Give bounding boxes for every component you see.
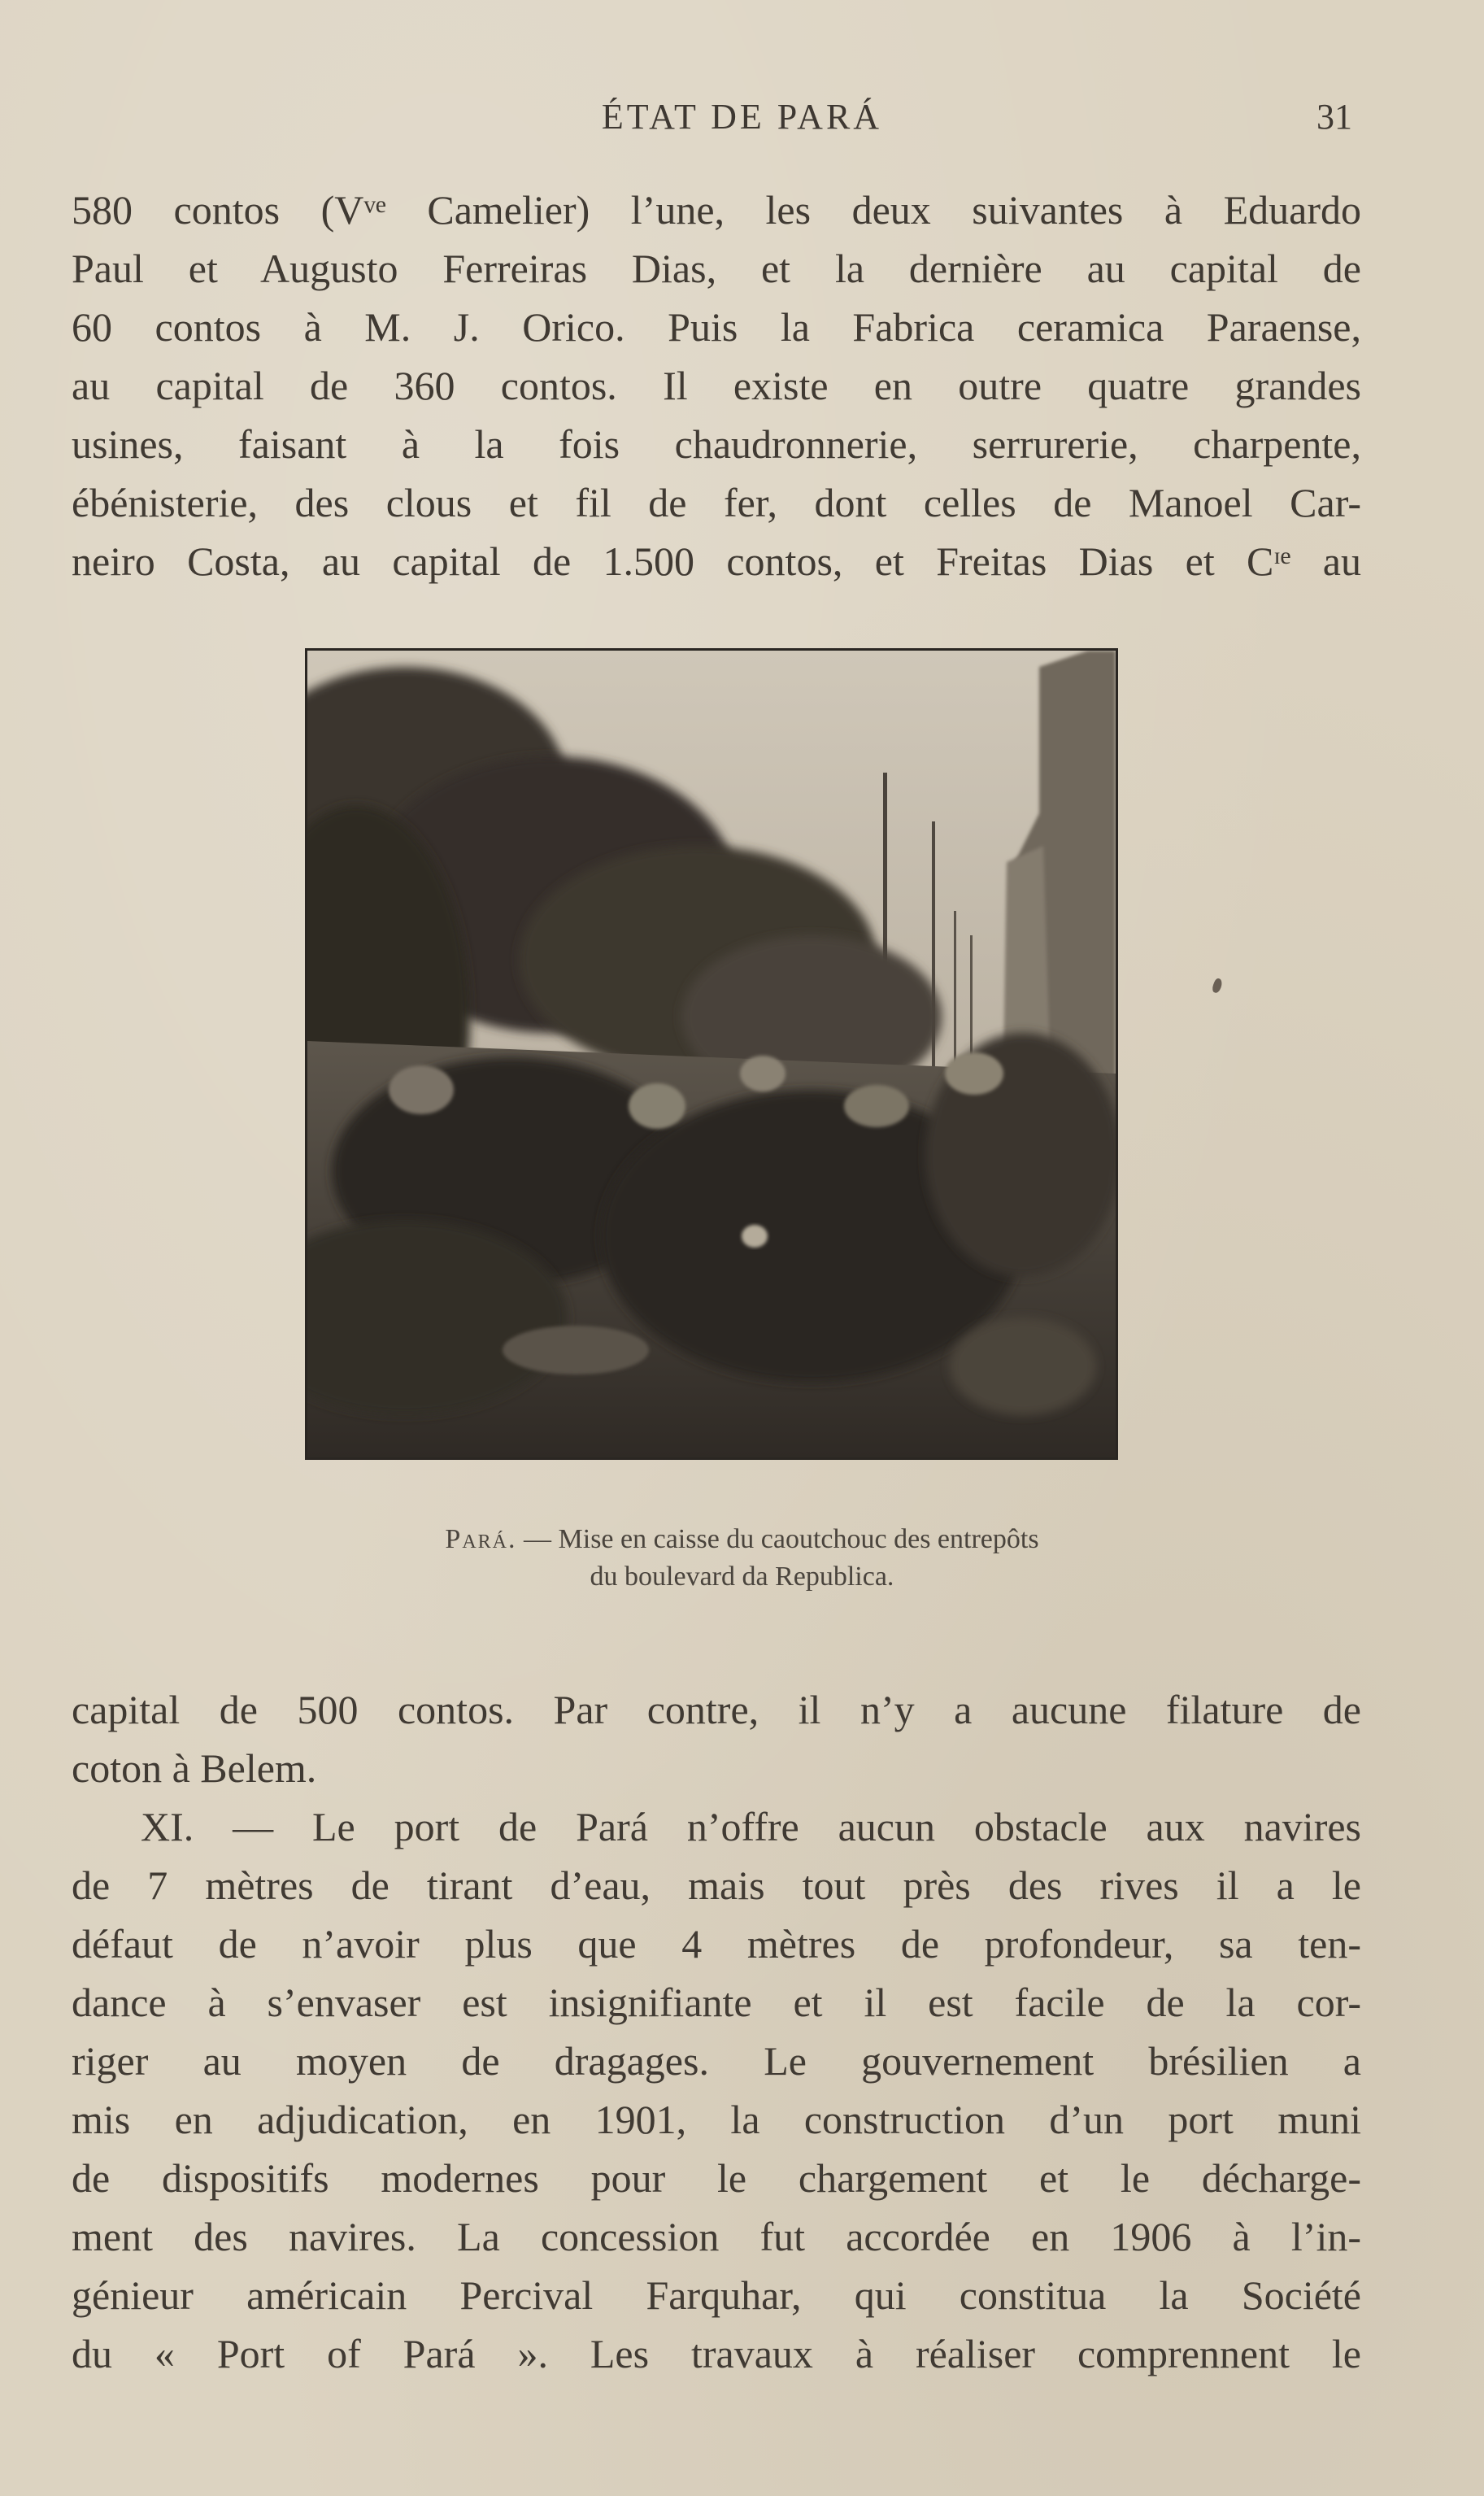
text-line: ébénisterie, des clous et fil de fer, dont celles de Manoel Car-: [72, 480, 1361, 525]
text-line: coton à Belem.: [72, 1745, 317, 1791]
caption-line-1: [0, 1521, 1484, 1558]
text-line: mis en adjudication, en 1901, la construction d’un port muni: [72, 2097, 1361, 2142]
text-line: 60 contos à M. J. Orico. Puis la Fabrica ceramica Paraense,: [72, 304, 1361, 350]
text-line: usines, faisant à la fois chaudronnerie, serrurerie, charpente,: [72, 421, 1361, 467]
text-line: XI. — Le port de Pará n’offre aucun obstacle aux navires: [141, 1804, 1361, 1849]
caption-place: Pará.: [445, 1524, 517, 1554]
text-line: du « Port of Pará ». Les travaux à réaliser comprennent le: [72, 2331, 1361, 2376]
photograph-image: [307, 651, 1116, 1457]
photograph: [305, 648, 1118, 1460]
paragraph-top: [72, 181, 1361, 590]
page-number: 31: [1316, 97, 1352, 137]
text-line: Paul et Augusto Ferreiras Dias, et la dernière au capital de: [72, 246, 1361, 291]
paragraph-bottom: [72, 1680, 1361, 2383]
running-header: [0, 96, 1484, 145]
text-line: défaut de n’avoir plus que 4 mètres de profondeur, sa ten-: [72, 1921, 1361, 1967]
running-title: ÉTAT DE PARÁ: [601, 97, 883, 137]
text-line: capital de 500 contos. Par contre, il n’y a aucune filature de: [72, 1687, 1361, 1732]
text-line: de dispositifs modernes pour le chargement et le décharge-: [72, 2155, 1361, 2201]
text-line: ment des navires. La concession fut accordée en 1906 à l’in-: [72, 2214, 1361, 2259]
text-line: dance à s’envaser est insignifiante et il est facile de la cor-: [72, 1980, 1361, 2025]
text-line: neiro Costa, au capital de 1.500 contos, et Freitas Dias et Cᶦᵉ au: [72, 538, 1361, 584]
text-line: au capital de 360 contos. Il existe en outre quatre grandes: [72, 363, 1361, 408]
figure-caption: [0, 1521, 1484, 1596]
caption-line-2: du boulevard da Republica.: [590, 1562, 894, 1592]
caption-text: — Mise en caisse du caoutchouc des entrepôts: [516, 1524, 1039, 1554]
text-line: génieur américain Percival Farquhar, qui constitua la Société: [72, 2272, 1361, 2318]
text-line: 580 contos (Vᵛᵉ Camelier) l’une, les deux suivantes à Eduardo: [72, 187, 1361, 233]
text-line: riger au moyen de dragages. Le gouvernement brésilien a: [72, 2038, 1361, 2084]
text-line: de 7 mètres de tirant d’eau, mais tout près des rives il a le: [72, 1862, 1361, 1908]
ink-speck: [1211, 978, 1224, 994]
